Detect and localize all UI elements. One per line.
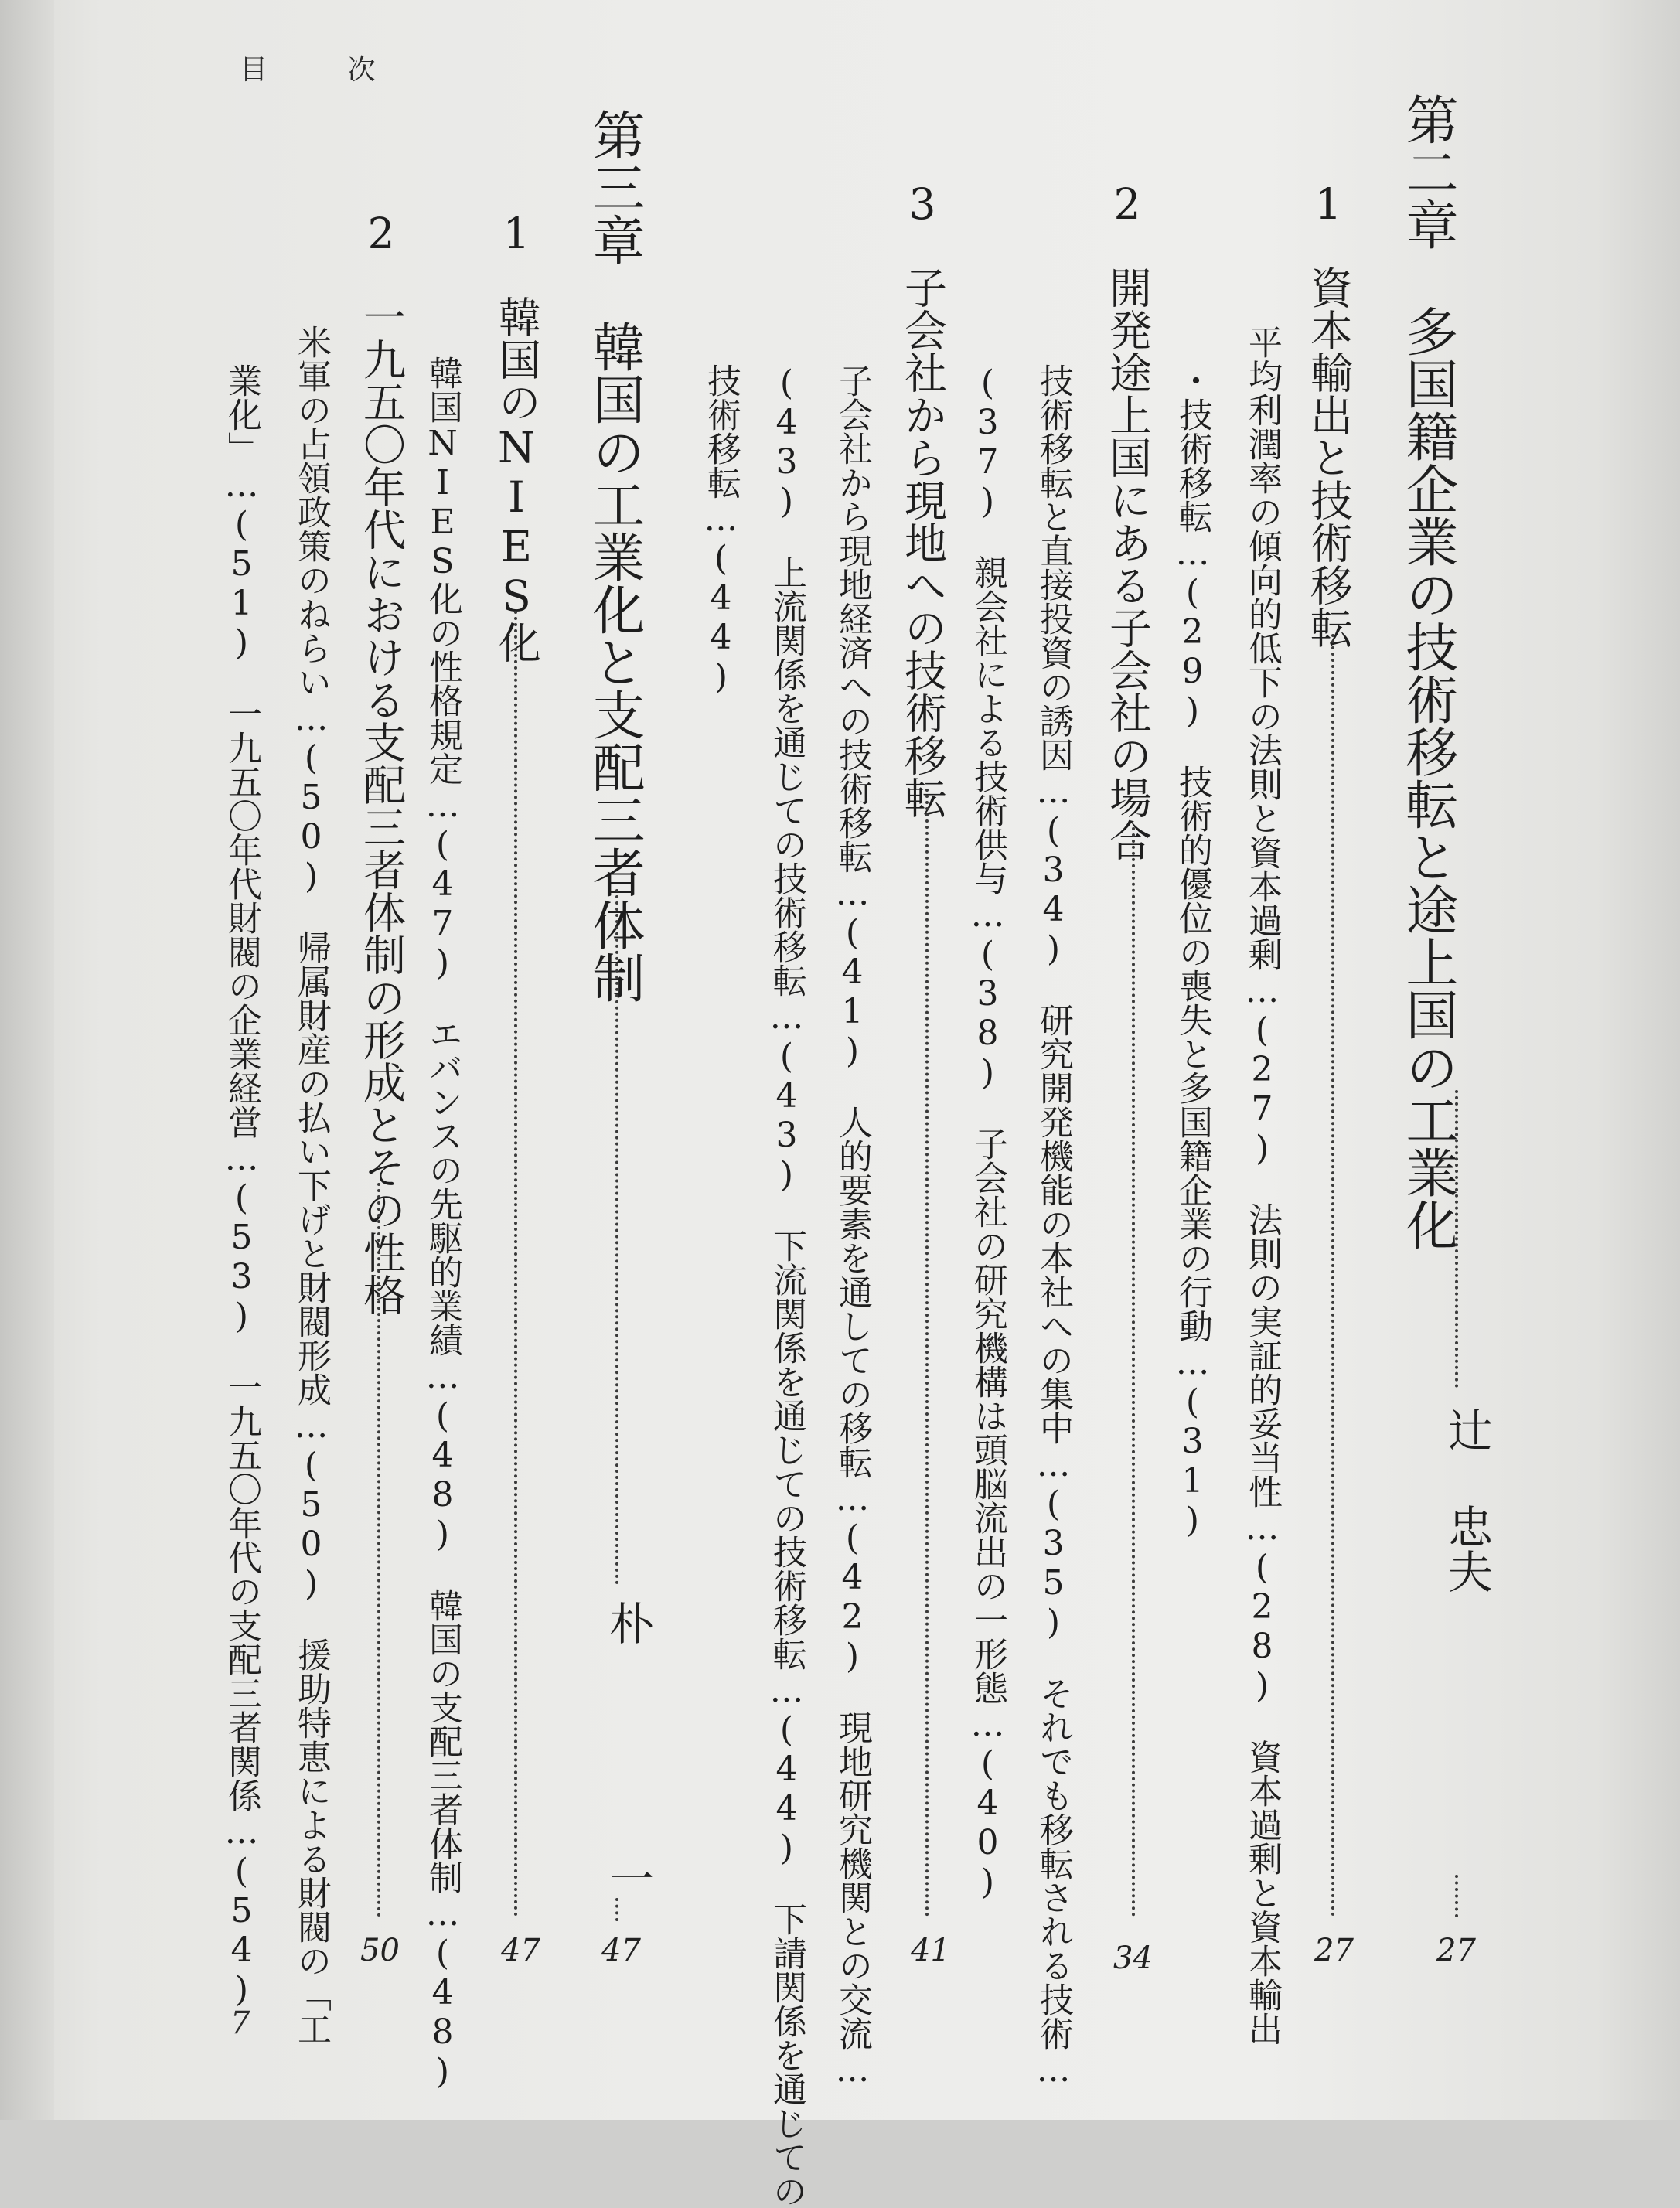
chapter2-author-given: 忠夫 [1440,1504,1493,1593]
chapter2-author-surname: 辻 [1440,1407,1493,1452]
section2-detail-line2: (37) 親会社による技術供与…(38) 子会社の研究機構は頭脳流出の一形態…(40) [968,363,1007,1902]
section5-detail-line2: 業化」…(51) 一九五〇年代財閥の企業経営…(53) 一九五〇年代の支配三者関係…(54) [222,363,261,2009]
section3-line [898,179,947,819]
section2-line [1102,179,1152,861]
section4-leader-dots [514,611,520,1917]
section3-page: 41 [911,1933,950,1968]
section5-line [356,209,406,1316]
section4-page: 47 [501,1933,540,1968]
page-number: 7 [230,2005,250,2041]
section1-number: 1 [1303,179,1353,229]
chapter3-author-surname: 朴 [601,1600,654,1645]
section4-title: 韓国のNIES化 [492,295,541,663]
section5-detail-line1: 米軍の占領政策のねらい…(50) 帰属財産の払い下げと財閥形成…(50) 援助特恵による財閥の「工 [291,325,331,2046]
section3-number: 3 [898,179,947,229]
chapter2-page: 27 [1436,1933,1476,1968]
section2-leader-dots [1132,827,1138,1917]
section3-detail-line1: 子会社から現地経済への技術移転…(41) 人的要素を通しての移転…(42) 現地研究機関との交流… [833,363,872,2090]
section1-page: 27 [1314,1933,1354,1968]
chapter2-heading: 第二章 [1397,93,1458,250]
section2-title: 開発途上国にある子会社の場合 [1102,266,1152,861]
chapter2-author-dots [1455,1875,1461,1917]
chapter2-leader-dots [1455,1090,1461,1388]
section2-number: 2 [1102,179,1152,229]
page-edge-shadow [0,0,54,2120]
section5-page: 50 [360,1933,400,1968]
section1-detail-line1: 平均利潤率の傾向的低下の法則と資本過剰…(27) 法則の実証的妥当性…(28) 資本過剰と資本輸出 [1242,325,1282,2046]
chapter3-line [584,108,645,1003]
section5-title: 一九五〇年代における支配三者体制の形成とその性格 [356,295,406,1316]
section1-detail-line2: ・技術移転…(29) 技術的優位の喪失と多国籍企業の行動…(31) [1173,363,1212,1540]
section5-leader-dots [377,1183,383,1917]
running-head: 目 次 [240,54,411,86]
chapter3-page: 47 [601,1933,641,1968]
chapter3-author-dots [615,1898,622,1921]
section3-detail-line2: (43) 上流関係を通じての技術移転…(43) 下流関係を通じての技術移転…(44) 下請関係を通じての [767,363,806,2208]
section2-detail-line1: 技術移転と直接投資の誘因…(34) 研究開発機能の本社への集中…(35) それでも移転される技術… [1034,363,1073,2090]
section4-number: 1 [492,209,541,258]
section3-leader-dots [925,789,932,1917]
section1-line [1303,179,1353,649]
section4-line [492,209,541,663]
chapter3-author-given: 一 [601,1855,654,1900]
section2-page: 34 [1113,1941,1153,1976]
section3-title: 子会社から現地への技術移転 [898,266,947,819]
chapter3-heading: 第三章 [584,108,645,266]
section1-leader-dots [1331,634,1338,1917]
chapter3-leader-dots [615,889,622,1585]
section3-detail-line3: 技術移転…(44) [701,363,741,697]
section5-number: 2 [356,209,406,258]
chapter2-title: 多国籍企業の技術移転と途上国の工業化 [1397,305,1458,1251]
section4-detail-line1: 韓国NIES化の性格規定…(47) エバンスの先駆的業績…(48) 韓国の支配三者体制…(48) [423,356,462,2091]
chapter3-title: 韓国の工業化と支配三者体制 [584,320,645,1003]
section1-title: 資本輸出と技術移転 [1303,266,1353,649]
chapter2-line [1397,93,1458,1251]
